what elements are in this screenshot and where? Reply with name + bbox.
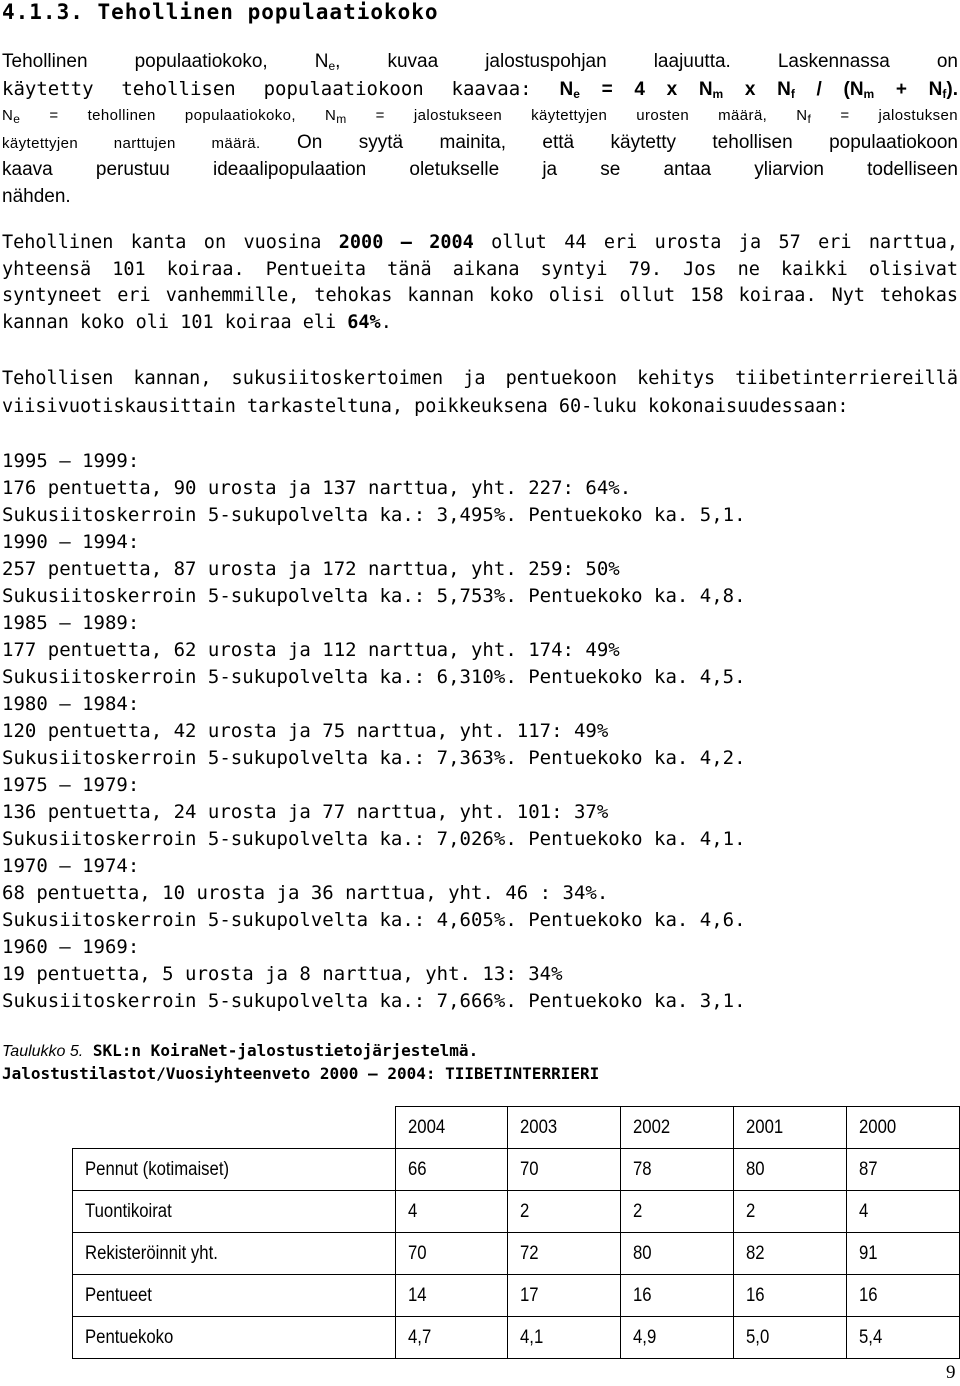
period-inbreeding: Sukusiitoskerroin 5-sukupolvelta ka.: 7,363%. Pentuekoko ka. 4,2. xyxy=(2,747,746,769)
period-stats: 177 pentuetta, 62 urosta ja 112 narttua, yht. 174: 49% xyxy=(2,639,620,661)
history-list xyxy=(2,448,746,1015)
para1-line2: käytetty tehollisen populaatiokoon kaavaa: $N_e = 4$ x $N_m$ x $N_f / (N_m + N_f)$. xyxy=(2,77,958,101)
row-label: Pentuekoko xyxy=(73,1317,396,1359)
history-period xyxy=(2,934,746,1015)
table-cell: 2 xyxy=(508,1191,621,1233)
para1-line4: käytettyjen narttujen määrä. On syytä mainita, että käytetty tehollisen populaatiokoon xyxy=(2,131,958,153)
year-header: 2002 xyxy=(621,1107,734,1149)
statistics-table xyxy=(72,1106,960,1359)
table-cell: 4,7 xyxy=(395,1317,508,1359)
period-stats: 19 pentuetta, 5 urosta ja 8 narttua, yht. 13: 34% xyxy=(2,963,563,985)
table-cell: 14 xyxy=(395,1275,508,1317)
para2-line2: yhteensä 101 koiraa. Pentueita tänä aikana syntyi 79. Jos ne kaikki olisivat xyxy=(2,258,958,280)
table-row xyxy=(73,1317,960,1359)
para1-line5: kaava perustuu ideaalipopulaation oletukselle ja se antaa yliarvion todelliseen xyxy=(2,159,958,180)
table-row xyxy=(73,1191,960,1233)
row-label: Pennut (kotimaiset) xyxy=(73,1149,396,1191)
para2-line4: kannan koko oli 101 koiraa eli 64%. xyxy=(2,312,392,334)
table-cell: 16 xyxy=(734,1275,847,1317)
row-label: Tuontikoirat xyxy=(73,1191,396,1233)
period-label: 1985 — 1989: xyxy=(2,612,140,634)
table-cell: 70 xyxy=(508,1149,621,1191)
table-cell: 72 xyxy=(508,1233,621,1275)
section-heading: 4.1.3. Tehollinen populaatiokoko xyxy=(2,0,439,24)
paragraph-effective-population xyxy=(2,49,958,210)
table-cell: 16 xyxy=(621,1275,734,1317)
history-period xyxy=(2,853,746,934)
history-period xyxy=(2,610,746,691)
caption-line1: Taulukko 5. SKL:n KoiraNet-jalostustietojärjestelmä. xyxy=(2,1041,479,1060)
para2-line3: syntyneet eri vanhemmille, tehokas kannan koko olisi ollut 158 koiraa. Nyt tehokas xyxy=(2,285,958,307)
year-header: 2000 xyxy=(847,1107,960,1149)
period-label: 1990 — 1994: xyxy=(2,531,140,553)
period-inbreeding: Sukusiitoskerroin 5-sukupolvelta ka.: 7,026%. Pentuekoko ka. 4,1. xyxy=(2,828,746,850)
period-label: 1980 — 1984: xyxy=(2,693,140,715)
year-header: 2003 xyxy=(508,1107,621,1149)
table-row xyxy=(73,1275,960,1317)
table-cell: 4,9 xyxy=(621,1317,734,1359)
table-cell: 5,0 xyxy=(734,1317,847,1359)
period-inbreeding: Sukusiitoskerroin 5-sukupolvelta ka.: 3,495%. Pentuekoko ka. 5,1. xyxy=(2,504,746,526)
period-stats: 176 pentuetta, 90 urosta ja 137 narttua, yht. 227: 64%. xyxy=(2,477,632,499)
row-label: Rekisteröinnit yht. xyxy=(73,1233,396,1275)
table-header-row xyxy=(73,1107,960,1149)
page-number: 9 xyxy=(946,1362,956,1383)
table-row xyxy=(73,1233,960,1275)
period-label: 1960 — 1969: xyxy=(2,936,140,958)
period-inbreeding: Sukusiitoskerroin 5-sukupolvelta ka.: 5,753%. Pentuekoko ka. 4,8. xyxy=(2,585,746,607)
table-cell: 17 xyxy=(508,1275,621,1317)
table-cell: 4,1 xyxy=(508,1317,621,1359)
history-period xyxy=(2,691,746,772)
table-cell: 80 xyxy=(734,1149,847,1191)
para3-line1: Tehollisen kannan, sukusiitoskertoimen ja pentuekoon kehitys tiibetinterriereillä xyxy=(2,368,958,389)
para2-line1: Tehollinen kanta on vuosina 2000 — 2004 ollut 44 eri urosta ja 57 eri narttua, xyxy=(2,232,958,253)
period-label: 1970 — 1974: xyxy=(2,855,140,877)
period-label: 1995 — 1999: xyxy=(2,450,140,472)
table-cell: 2 xyxy=(621,1191,734,1233)
table-cell: 80 xyxy=(621,1233,734,1275)
table-cell: 2 xyxy=(734,1191,847,1233)
table-cell: 70 xyxy=(395,1233,508,1275)
paragraph-effective-stock xyxy=(2,230,958,337)
history-period xyxy=(2,772,746,853)
table-cell: 82 xyxy=(734,1233,847,1275)
period-label: 1975 — 1979: xyxy=(2,774,140,796)
para1-line3: $N_e$ = tehollinen populaatiokoko, $N_m$ = jalostukseen käytettyjen urosten määrä, $N_f$ = jalostuksen xyxy=(2,107,958,126)
table-cell: 16 xyxy=(847,1275,960,1317)
period-inbreeding: Sukusiitoskerroin 5-sukupolvelta ka.: 7,666%. Pentuekoko ka. 3,1. xyxy=(2,990,746,1012)
year-header: 2001 xyxy=(734,1107,847,1149)
period-stats: 68 pentuetta, 10 urosta ja 36 narttua, yht. 46 : 34%. xyxy=(2,882,609,904)
year-header: 2004 xyxy=(395,1107,508,1149)
period-stats: 257 pentuetta, 87 urosta ja 172 narttua, yht. 259: 50% xyxy=(2,558,620,580)
table-cell: 4 xyxy=(395,1191,508,1233)
paragraph-development-intro xyxy=(2,365,958,421)
para1-line6: nähden. xyxy=(2,185,71,207)
table-row xyxy=(73,1149,960,1191)
history-period xyxy=(2,529,746,610)
period-stats: 136 pentuetta, 24 urosta ja 77 narttua, yht. 101: 37% xyxy=(2,801,609,823)
period-inbreeding: Sukusiitoskerroin 5-sukupolvelta ka.: 6,310%. Pentuekoko ka. 4,5. xyxy=(2,666,746,688)
row-label: Pentueet xyxy=(73,1275,396,1317)
caption-line2: Jalostustilastot/Vuosiyhteenveto 2000 — 2004: TIIBETINTERRIERI xyxy=(2,1064,600,1083)
table-cell: 5,4 xyxy=(847,1317,960,1359)
para3-line2: viisivuotiskausittain tarkasteltuna, poikkeuksena 60-luku kokonaisuudessaan: xyxy=(2,396,849,417)
period-stats: 120 pentuetta, 42 urosta ja 75 narttua, yht. 117: 49% xyxy=(2,720,609,742)
table-cell: 4 xyxy=(847,1191,960,1233)
period-inbreeding: Sukusiitoskerroin 5-sukupolvelta ka.: 4,605%. Pentuekoko ka. 4,6. xyxy=(2,909,746,931)
table-caption xyxy=(2,1040,599,1085)
table-cell: 91 xyxy=(847,1233,960,1275)
table-cell: 78 xyxy=(621,1149,734,1191)
para1-line1: Tehollinen populaatiokoko, $N_e$, kuvaa jalostuspohjan laajuutta. Laskennassa on xyxy=(2,51,958,73)
table-cell: 66 xyxy=(395,1149,508,1191)
history-period xyxy=(2,448,746,529)
table-cell: 87 xyxy=(847,1149,960,1191)
